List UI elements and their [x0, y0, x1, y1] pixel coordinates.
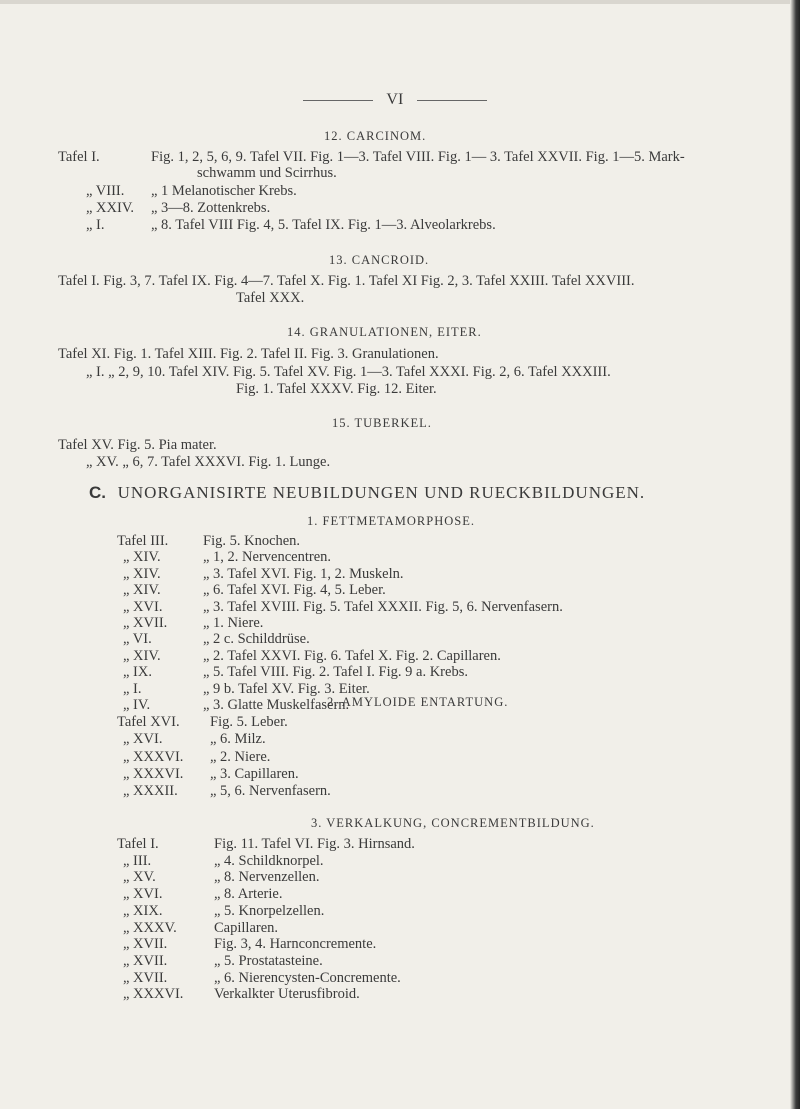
carcinom-line-2-text: schwamm und Scirrhus. [197, 165, 337, 181]
section-c-letter: C. [89, 483, 106, 502]
tuberkel-line-2: „ XV. „ 6, 7. Tafel XXXVI. Fig. 1. Lunge. [86, 454, 331, 470]
verkalkung-row-text: Fig. 11. Tafel VI. Fig. 3. Hirnsand. [214, 836, 415, 852]
fett-row-text: „ 1. Niere. [203, 615, 264, 631]
amyloid-row-text: „ 2. Niere. [210, 748, 271, 765]
amyloid-row-tafel: Tafel XVI. [117, 714, 180, 730]
carcinom-line-4-tafel: „ XXIV. [86, 200, 135, 216]
verkalkung-row-tafel: „ XXXV. [123, 919, 177, 936]
fett-row-tafel: „ IV. [123, 697, 151, 713]
verkalkung-row-text: Fig. 3, 4. Harnconcremente. [214, 936, 377, 953]
page-header [0, 91, 790, 109]
cancroid-heading: 13. CANCROID. [329, 253, 430, 267]
section-c-title: UNORGANISIRTE NEUBILDUNGEN UND RUECKBILDUNGEN. [117, 483, 646, 502]
fett-row-text: „ 2. Tafel XXVI. Fig. 6. Tafel X. Fig. 2. Capillaren. [203, 647, 501, 664]
verkalkung-row-text: „ 8. Arterie. [214, 886, 283, 903]
verkalkung-heading: 3. VERKALKUNG, CONCREMENTBILDUNG. [311, 816, 595, 830]
verkalkung-row-tafel: „ XIX. [123, 902, 163, 919]
tuberkel-line-1: Tafel XV. Fig. 5. Pia mater. [58, 437, 217, 453]
amyloid-row-text: „ 6. Milz. [210, 731, 266, 748]
carcinom-line-3-tafel: „ VIII. [86, 183, 125, 199]
verkalkung-row-tafel: Tafel I. [117, 836, 159, 852]
fett-row-text: „ 3. Glatte Muskelfasern. [203, 697, 350, 713]
granulationen-line-2: „ I. „ 2, 9, 10. Tafel XIV. Fig. 5. Tafel XV. Fig. 1—3. Tafel XXXI. Fig. 2, 6. Tafel XXXIII. [86, 364, 611, 380]
verkalkung-row-text: Verkalkter Uterusfibroid. [214, 986, 360, 1003]
amyloid-row-tafel: „ XXXVI. [123, 765, 184, 782]
fett-row-text: Fig. 5. Knochen. [203, 533, 301, 549]
carcinom-line-4-text: „ 3—8. Zottenkrebs. [151, 200, 271, 216]
fett-row-text: „ 5. Tafel VIII. Fig. 2. Tafel I. Fig. 9 a. Krebs. [203, 664, 468, 681]
amyloid-row-tafel: „ XXXII. [123, 783, 178, 800]
fett-row-tafel: „ XIV. [123, 549, 161, 566]
fett-row-tafel: „ XVI. [123, 598, 163, 615]
verkalkung-row-tafel: „ XVII. [123, 936, 168, 953]
verkalkung-row-tafel: „ XVII. [123, 969, 168, 986]
fett-row-tafel: „ VI. [123, 631, 152, 648]
carcinom-line-3-text: „ 1 Melanotischer Krebs. [151, 183, 297, 199]
fett-row-tafel: „ XIV. [123, 582, 161, 599]
fett-heading: 1. FETTMETAMORPHOSE. [307, 514, 475, 528]
fett-row-text: „ 1, 2. Nervencentren. [203, 549, 332, 566]
cancroid-line-1: Tafel I. Fig. 3, 7. Tafel IX. Fig. 4—7. Tafel X. Fig. 1. Tafel XI Fig. 2, 3. Tafel XXIII. Tafel XXVIII. [58, 273, 635, 289]
cancroid-line-2: Tafel XXX. [236, 290, 305, 306]
carcinom-line-5-text: „ 8. Tafel VIII Fig. 4, 5. Tafel IX. Fig. 1—3. Alveolarkrebs. [151, 217, 496, 233]
granulationen-line-1: Tafel XI. Fig. 1. Tafel XIII. Fig. 2. Tafel II. Fig. 3. Granulationen. [58, 346, 439, 362]
amyloid-row-text: „ 5, 6. Nervenfasern. [210, 783, 331, 800]
verkalkung-row-text: „ 6. Nierencysten-Concremente. [214, 969, 401, 986]
verkalkung-row-tafel: „ III. [123, 852, 152, 869]
verkalkung-row-tafel: „ XXXVI. [123, 986, 184, 1003]
verkalkung-row-text: Capillaren. [214, 919, 279, 936]
page-number: VI [386, 91, 404, 108]
page-edge-top [0, 0, 800, 4]
amyloid-row-tafel: „ XXXVI. [123, 748, 184, 765]
fett-row-text: „ 3. Tafel XVIII. Fig. 5. Tafel XXXII. Fig. 5, 6. Nervenfasern. [203, 598, 563, 615]
header-rule-left [303, 100, 373, 101]
fett-row-tafel: „ IX. [123, 664, 152, 681]
fett-row-text: „ 2 c. Schilddrüse. [203, 631, 310, 648]
carcinom-line-1-text: Fig. 1, 2, 5, 6, 9. Tafel VII. Fig. 1—3. Tafel VIII. Fig. 1— 3. Tafel XXVII. Fig. 1—5. Mark- [151, 149, 685, 165]
fett-row-text: „ 9 b. Tafel XV. Fig. 3. Eiter. [203, 680, 370, 697]
fett-row-tafel: Tafel III. [117, 533, 169, 549]
verkalkung-row-tafel: „ XVII. [123, 952, 168, 969]
page-edge-right [790, 0, 800, 1109]
fett-row-text: „ 3. Tafel XVI. Fig. 1, 2. Muskeln. [203, 565, 404, 582]
verkalkung-row-text: „ 5. Prostatasteine. [214, 952, 323, 969]
amyloid-row-text: „ 3. Capillaren. [210, 765, 299, 782]
fett-row-tafel: „ XIV. [123, 647, 161, 664]
amyloid-row-text: Fig. 5. Leber. [210, 714, 288, 730]
verkalkung-row-tafel: „ XVI. [123, 886, 163, 903]
fett-row-tafel: „ XIV. [123, 565, 161, 582]
verkalkung-row-tafel: „ XV. [123, 869, 156, 886]
verkalkung-row-text: „ 4. Schildknorpel. [214, 852, 324, 869]
granulationen-line-3: Fig. 1. Tafel XXXV. Fig. 12. Eiter. [236, 381, 437, 397]
header-rule-right [417, 100, 487, 101]
verkalkung-row-text: „ 8. Nervenzellen. [214, 869, 320, 886]
granulationen-heading: 14. GRANULATIONEN, EITER. [287, 325, 482, 339]
carcinom-line-1-tafel: Tafel I. [58, 149, 100, 165]
section-c-heading [89, 484, 645, 503]
carcinom-heading: 12. CARCINOM. [324, 129, 427, 143]
fett-row-tafel: „ XVII. [123, 615, 168, 631]
amyloid-row-tafel: „ XVI. [123, 731, 163, 748]
fett-row-text: „ 6. Tafel XVI. Fig. 4, 5. Leber. [203, 582, 386, 599]
amyloid-heading: 2. AMYLOIDE ENTARTUNG. [327, 695, 509, 709]
tuberkel-heading: 15. TUBERKEL. [332, 416, 432, 430]
verkalkung-row-text: „ 5. Knorpelzellen. [214, 902, 325, 919]
fett-row-tafel: „ I. [123, 680, 142, 697]
carcinom-line-5-tafel: „ I. [86, 217, 105, 233]
